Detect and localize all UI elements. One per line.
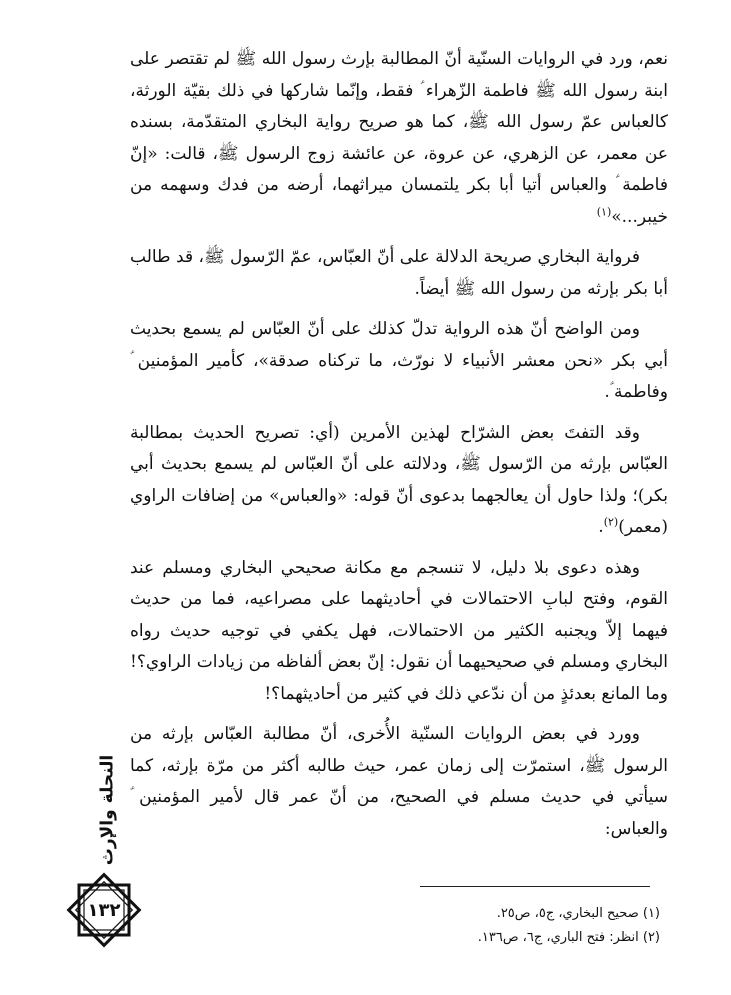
footnote-ref-1[interactable]: (١) xyxy=(596,204,612,218)
paragraph-4-text: وقد التفتَ بعض الشرّاح لهذين الأمرين (أي: تصريح الحديث بمطالبة العبّاس بإرثه من الرّسول ﷺ، ودلالته على أنّ العبّاس لم يسمع بحديث أبي بكر)؛ ولذا حاول أن يعالجهما بدعوى أنّ قوله: «والعباس» من إضافات الراوي (معمر) xyxy=(130,422,668,537)
page-body xyxy=(130,44,668,845)
paragraph-6: وورد في بعض الروايات السنّية الأُخرى، أنّ مطالبة العبّاس بإرثه من الرسول ﷺ، استمرّت إلى زمان عمر، حيث طالبه أكثر من مرّة بإرثه، كما سيأتي في حديث مسلم في الصحيح، من أنّ عمر قال لأمير المؤمنين ؑ والعباس: xyxy=(130,724,668,839)
footnote-divider xyxy=(420,886,650,887)
footnote-1: (١) صحيح البخاري، ج٥، ص٢٥. xyxy=(496,906,660,921)
page-number-badge xyxy=(64,870,144,950)
paragraph-4 xyxy=(130,418,668,544)
running-title-text: النحلة والإرث xyxy=(97,754,117,866)
paragraph-2: فرواية البخاري صريحة الدلالة على أنّ العبّاس، عمّ الرّسول ﷺ، قد طالب أبا بكر بإرثه من رسول الله ﷺ أيضاً. xyxy=(130,247,668,299)
page-number: ١٣٢ xyxy=(87,899,121,921)
paragraph-4-end: . xyxy=(598,517,604,537)
footnote-ref-2[interactable]: (٢) xyxy=(603,515,619,529)
footnotes xyxy=(300,902,660,950)
footnote-2: (٢) انظر: فتح الباري، ج٦، ص١٣٦. xyxy=(477,930,660,945)
paragraph-1-text: نعم، ورد في الروايات السنّية أنّ المطالبة بإرث رسول الله ﷺ لم تقتصر على ابنة رسول الله ﷺ فاطمة الزّهراء ؑ فقط، وإنّما شاركها في ذلك بقيّة الورثة، كالعباس عمّ رسول الله ﷺ، كما هو صريح رواية البخاري المتقدّمة، بسنده عن معمر، عن الزهري، عن عروة، عن عائشة زوج الرسول ﷺ، قالت: «إنّ فاطمة ؑ والعباس أتيا أبا بكر يلتمسان ميراثهما، أرضه من فدك وسهمه من خيبر...» xyxy=(130,49,668,227)
paragraph-3: ومن الواضح أنّ هذه الرواية تدلّ كذلك على أنّ العبّاس لم يسمع بحديث أبي بكر «نحن معشر الأنبياء لا نورّث، ما تركناه صدقة»، كأمير المؤمنين ؑ وفاطمة ؑ. xyxy=(130,319,668,402)
running-title xyxy=(92,750,122,870)
paragraph-1 xyxy=(130,44,668,233)
paragraph-5: وهذه دعوى بلا دليل، لا تنسجم مع مكانة صحيحي البخاري ومسلم عند القوم، وفتح لبابِ الاحتمالات في أحاديثهما على مصراعيه، فما من حديث فيهما إلاّ ويجنبه الكثير من الاحتمالات، فهل يكفي في توجيه حديث رواه البخاري ومسلم في صحيحيهما أن نقول: إنّ بعض ألفاظه من زيادات الراوي؟! وما المانع بعدئذٍ من أن ندّعي ذلك في كثير من أحاديثهما؟! xyxy=(130,557,668,704)
